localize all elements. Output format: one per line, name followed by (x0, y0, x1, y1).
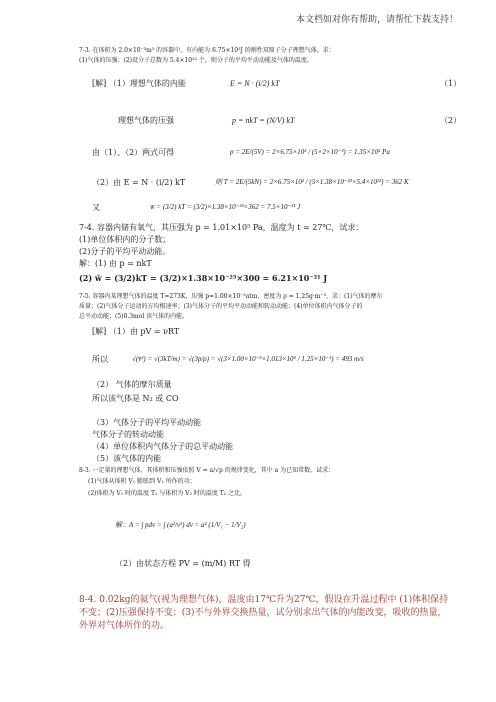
problem-8-3-question: 8-3. 一定量的理想气体，其体积和压强依照 V = a/√p 的规律变化，其中 a 为已知常数。试求： (79, 467, 335, 474)
pressure-label: 理想气体的压强 (118, 116, 174, 125)
equation-2-number: （2） (440, 116, 462, 125)
equation-3: p = 2E/(5V) = 2×6.75×10² / (5×2×10⁻³) = 1.35×10⁵ Pa (230, 148, 390, 156)
problem-7-5-gas-identity: 所以该气体是 N₂ 或 CO (92, 394, 179, 403)
problem-8-4-line-3: 外界对气体所作的功。 (79, 621, 170, 631)
combine-text: 由（1）、（2）两式可得 (92, 148, 175, 157)
problem-7-5-question: 7-5. 容器内某理想气体的温度 T=273K，压强 p=1.00×10⁻³atm，密度为 ρ = 1.25g·m⁻³，求：(1)气体的摩尔 (79, 293, 383, 300)
problem-7-3-question-cont: (1)气体的压强；(2)设分子总数为 5.4×10²² 个，则分子的平均平动动能及气体的温度。 (79, 57, 313, 64)
problem-8-3-question-2: (2)体积为 V₁ 时的温度 T₁ 与体积为 V₂ 时的温度 T₂ 之比。 (88, 490, 247, 497)
state-equation-line: （2）由状态方程 PV = (m/M) RT 得 (115, 559, 251, 568)
equation-5: w̄ = (3/2) kT = (3/2)×1.38×10⁻²³×362 = 7.5×10⁻²¹ J (150, 203, 301, 211)
problem-7-5-solution-1: [解] （1）由 pV = νRT (92, 327, 180, 336)
problem-7-5-solution-2: （2） 气体的摩尔质量 (92, 380, 172, 389)
problem-8-3-question-1: (1)气体从体积 V₁ 膨胀到 V₂ 所作的功； (88, 478, 196, 485)
problem-7-5-rotational: 气体分子的转动动能 (92, 430, 164, 439)
problem-7-4-question: 7-4. 容器内储有氧气，其压强为 p = 1.01×10⁵ Pa，温度为 t = 27℃，试求： (79, 223, 364, 232)
problem-7-5-solution-4: （4）单位体积内气体分子的总平动动能 (92, 442, 234, 451)
equation-1: E = N · (i/2) kT (230, 79, 280, 88)
equation-2: p = nkT = (N/V) kT (232, 116, 295, 125)
problem-7-5-solution-3: （3）气体分子的平均平动动能 (92, 418, 202, 427)
so-label: 所以 (92, 355, 108, 364)
problem-7-4-question-2: (2)分子的平均平动动能。 (79, 247, 171, 256)
problem-7-4-question-1: (1)单位体积内的分子数； (79, 235, 171, 244)
rms-speed-equation: √(v̄²) = √(3kT/m) = √(3p/ρ) = √(3×1.00×10⁻³×1.013×10⁵ / 1.25×10⁻³) = 493 m/s (132, 355, 364, 363)
problem-7-5-solution-5: （5）该气体的内能 (92, 454, 162, 463)
problem-7-3-solution-head: [解] （1）理想气体的内能 (92, 79, 186, 88)
equation-1-number: （1） (440, 79, 462, 88)
page-header: 本文档如对你有帮助，请帮忙下载支持！ (295, 15, 458, 25)
problem-7-4-solution-2: (2) w̄ = (3/2)kT = (3/2)×1.38×10⁻²³×300 = 6.21×10⁻²¹ J (79, 273, 328, 283)
problem-7-5-question-cont2: 总平动动能；(5)0.3mol 该气体的内能。 (79, 313, 189, 320)
equation-4: 则 T = 2E/(5kN) = 2×6.75×10² / (5×1.38×10⁻²³×5.4×10²²) = 362 K (215, 178, 409, 186)
problem-8-4-line-2: 不变；(2)压强保持不变；(3)不与外界交换热量，试分别求出气体的内能改变，吸收的热量， (79, 608, 447, 618)
problem-7-3-part2: （2）由 E = N · (i/2) kT (92, 178, 186, 187)
problem-8-4-line-1: 8-4. 0.02kg的氦气(视为理想气体)，温度由17℃升为27℃，假设在升温过程中 (1)体积保持 (79, 595, 449, 605)
also-text: 又 (92, 203, 100, 212)
work-integral-equation: 解：A = ∫ pdv = ∫ (a²/v²) dv = a² (1/V₁ − 1/V₂) (115, 521, 246, 529)
problem-7-5-question-cont: 质量；(2)气体分子运动的方均根速率；(3)气体分子的平均平动动能和转动动能；(4)单位体积内气体分子的 (79, 303, 363, 310)
problem-7-4-solution-1: 解：(1) 由 p = nkT (79, 259, 152, 268)
problem-7-3-question: 7-3. 在体积为 2.0×10⁻³m³ 的容器中，有内能为 6.75×10²J 的刚性双原子分子理想气体。求： (79, 47, 335, 54)
